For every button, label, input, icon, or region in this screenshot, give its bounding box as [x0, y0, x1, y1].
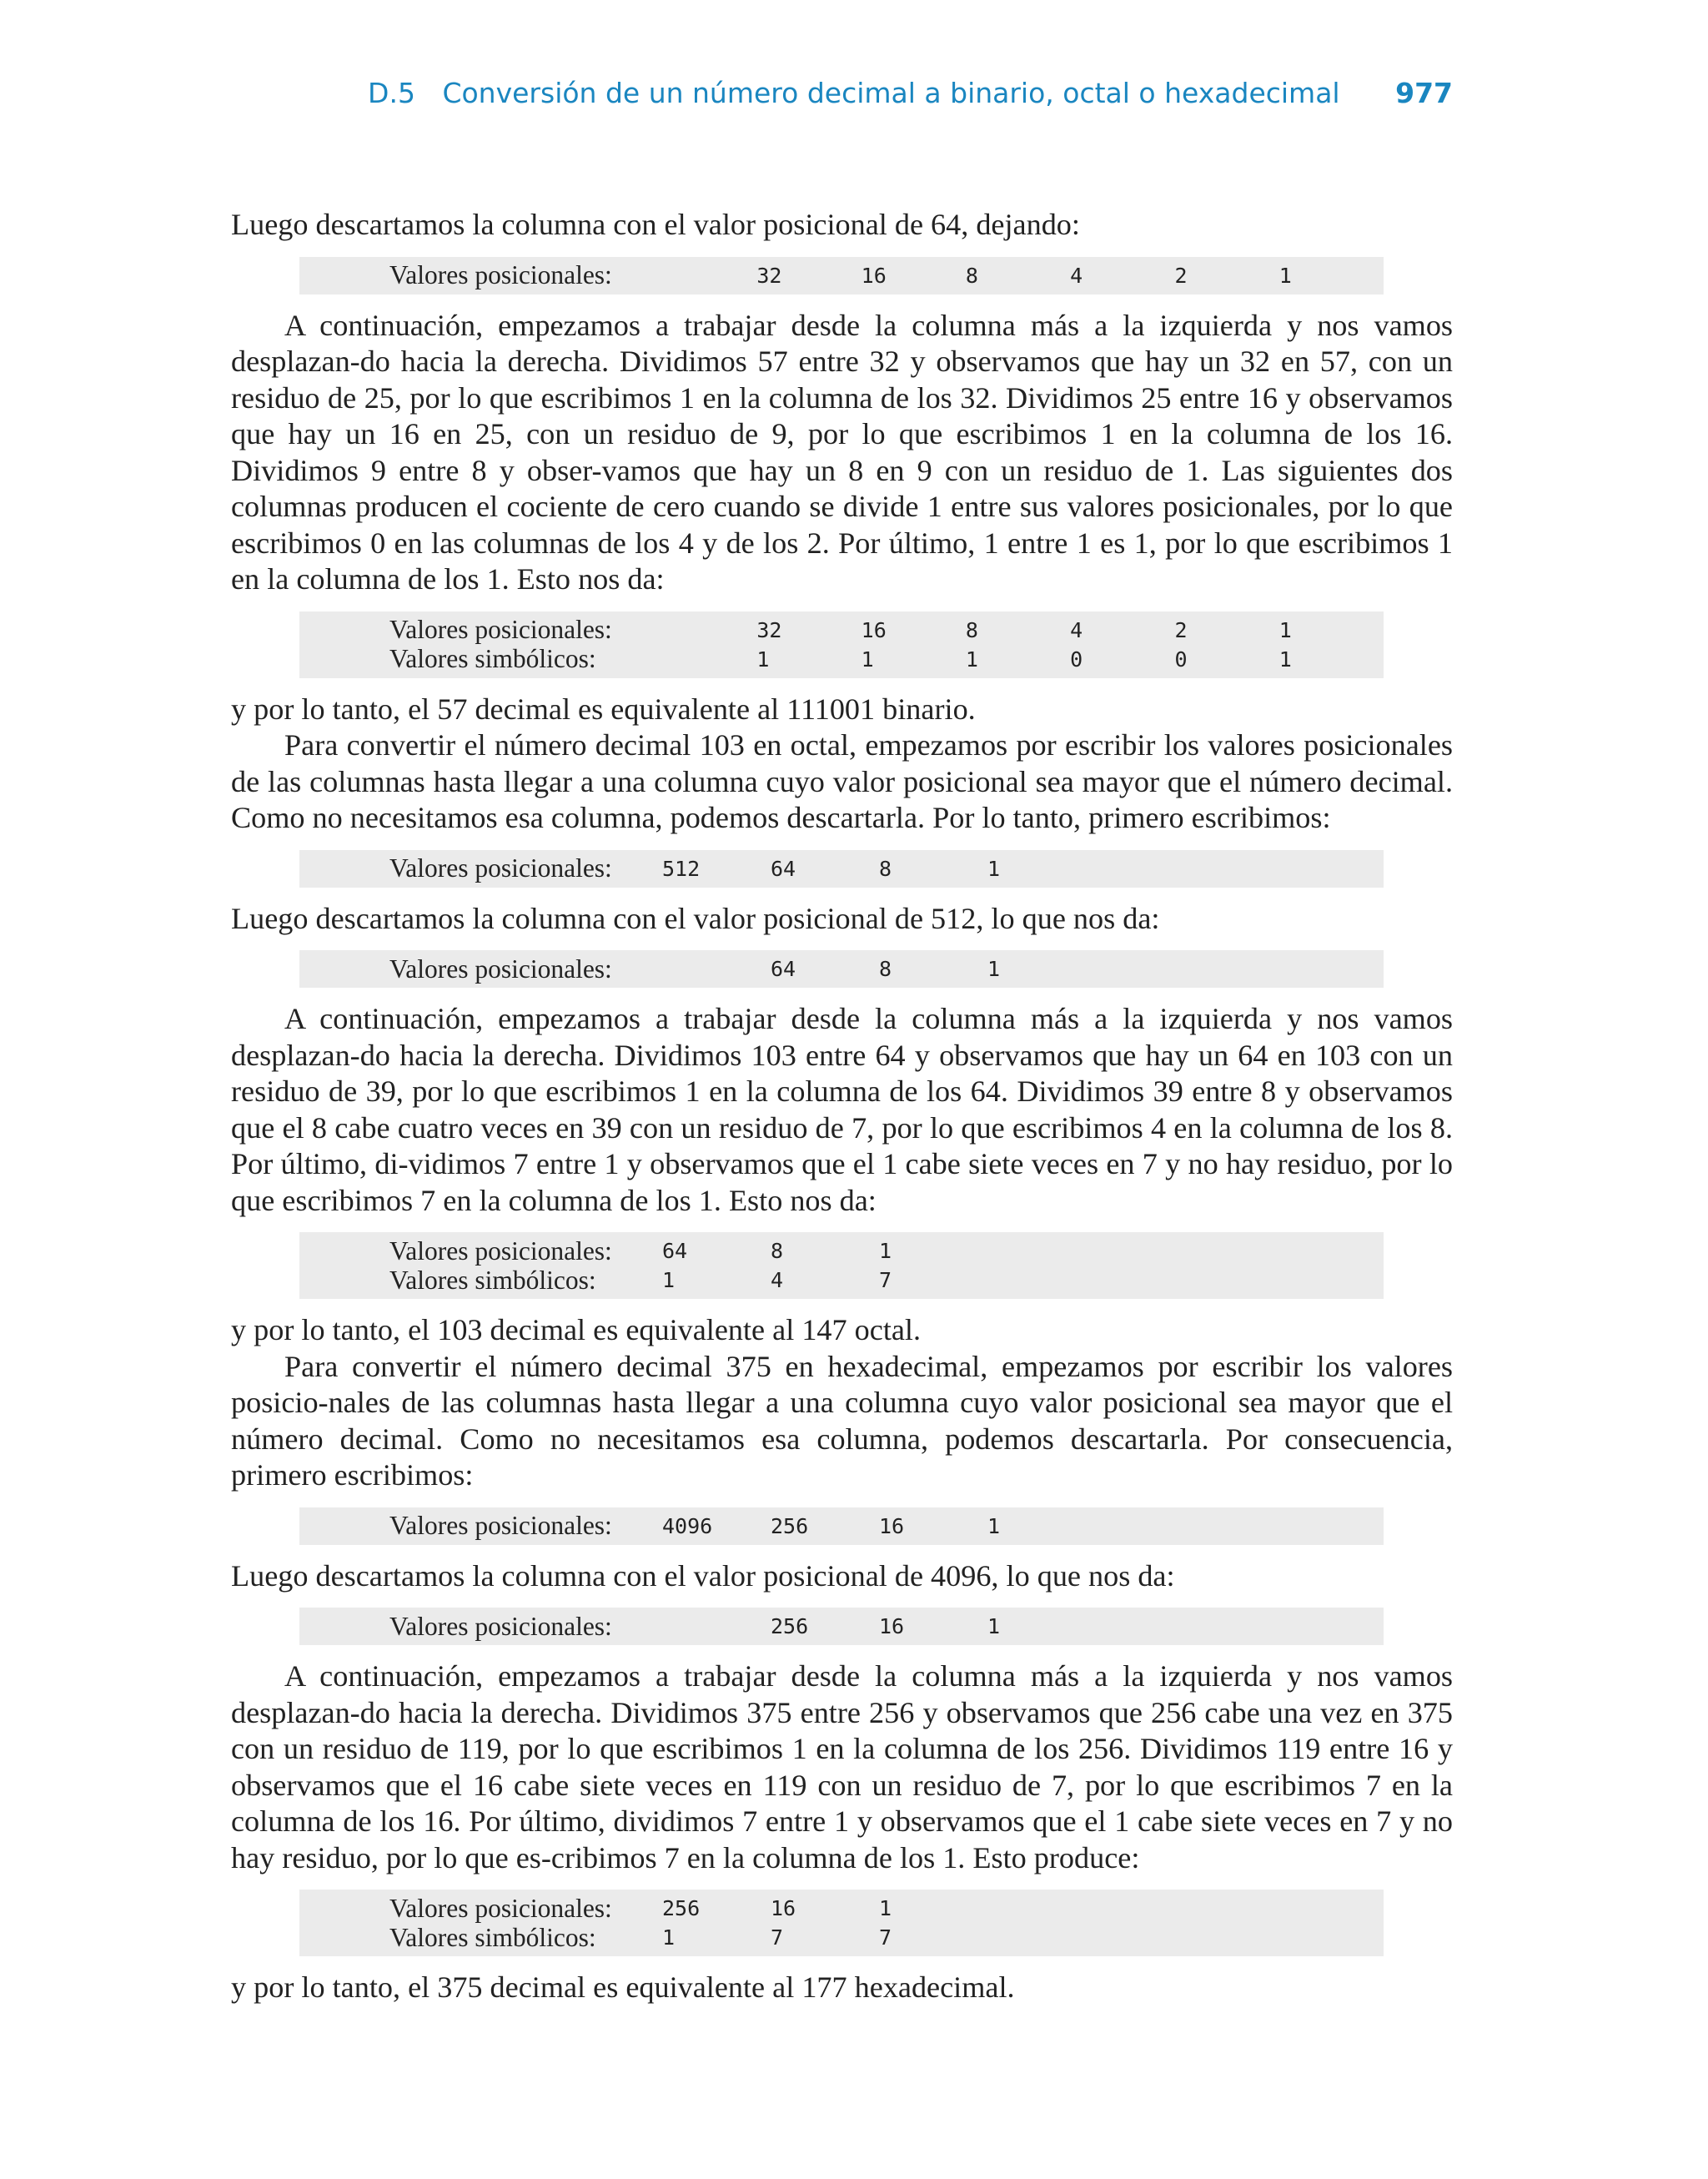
- paragraph: y por lo tanto, el 103 decimal es equivalente al 147 octal.: [231, 1313, 922, 1346]
- paragraph: Para convertir el número decimal 103 en octal, empezamos por escribir los valores posicionales de las columnas hasta llegar a una columna cuyo valor posicional sea mayor que el número decimal. Como no necesitamos esa columna, podemos descartarla. Por lo tanto, primero escribimos:: [231, 728, 1453, 834]
- table-cell: 0: [1174, 647, 1188, 672]
- positional-values-table: [299, 1232, 1384, 1299]
- table-cell: 8: [965, 263, 978, 288]
- table-row: [299, 854, 1384, 883]
- row-label: Valores simbólicos:: [389, 1265, 596, 1295]
- positional-values-table: [299, 950, 1384, 988]
- table-row: [299, 1236, 1384, 1266]
- table-cell: 64: [662, 1239, 688, 1263]
- table-row: [299, 954, 1384, 984]
- table-cell: 1: [965, 647, 978, 672]
- table-cell: 1: [879, 1239, 892, 1263]
- positional-values-table: [299, 850, 1384, 888]
- table-cell: 4: [1070, 263, 1083, 288]
- paragraph: Luego descartamos la columna con el valor posicional de 4096, lo que nos da:: [231, 1558, 1175, 1593]
- paragraph: y por lo tanto, el 375 decimal es equivalente al 177 hexadecimal.: [231, 1970, 1015, 2004]
- table-cell: 16: [861, 617, 887, 642]
- row-label: Valores posicionales:: [389, 954, 612, 984]
- paragraph: Luego descartamos la columna con el valor posicional de 512, lo que nos da:: [231, 901, 1160, 935]
- table-cell: 4096: [662, 1513, 713, 1538]
- paragraph: A continuación, empezamos a trabajar desde la columna más a la izquierda y nos vamos desplazan-do hacia la derecha. Dividimos 57 entre 32 y observamos que hay un 32 en 57, con un residuo de 25, por lo que escribimos 1 en la columna de los 32. Dividimos 25 entre 16 y observamos que hay un 16 en 25, con un residuo de 9, por lo que escribimos 1 en la columna de los 16. Dividimos 9 entre 8 y obser-vamos que hay un 8 en 9 con un residuo de 1. Las siguientes dos columnas producen el cociente de cero cuando se divide 1 entre sus valores posicionales, por lo que escribimos 0 en las columnas de los 4 y de los 2. Por último, 1 entre 1 es 1, por lo que escribimos 1 en la columna de los 1. Esto nos da:: [231, 308, 1453, 596]
- table-cell: 1: [987, 957, 1001, 981]
- table-cell: 1: [662, 1925, 676, 1950]
- paragraph: A continuación, empezamos a trabajar desde la columna más a la izquierda y nos vamos desplazan-do hacia la derecha. Dividimos 103 entre 64 y observamos que hay un 64 en 103 con un residuo de 39, por lo que escribimos 1 en la columna de los 64. Dividimos 39 entre 8 y observamos que el 8 cabe cuatro veces en 39 con un residuo de 7, por lo que escribimos 4 en la columna de los 8. Por último, di-vidimos 7 entre 1 y observamos que el 1 cabe siete veces en 7 y no hay residuo, por lo que escribimos 7 en la columna de los 1. Esto nos da:: [231, 1002, 1453, 1217]
- row-label: Valores posicionales:: [389, 260, 612, 289]
- table-cell: 1: [879, 1896, 892, 1920]
- paragraph: Luego descartamos la columna con el valor posicional de 64, dejando:: [231, 208, 1080, 241]
- table-cell: 16: [771, 1896, 796, 1920]
- row-label: Valores posicionales:: [389, 1893, 612, 1923]
- table-cell: 8: [879, 856, 892, 881]
- table-cell: 1: [987, 1614, 1001, 1638]
- table-cell: 16: [879, 1614, 905, 1638]
- table-row: [299, 261, 1384, 290]
- table-cell: 1: [1278, 617, 1292, 642]
- paragraph: Para convertir el número decimal 375 en hexadecimal, empezamos por escribir los valores posicio-nales de las columnas hasta llegar a una columna cuyo valor posicional sea mayor que el número decimal. Como no necesitamos esa columna, podemos descartarla. Por consecuencia, primero escribimos:: [231, 1349, 1453, 1492]
- table-row: [299, 1923, 1384, 1952]
- section-title: Conversión de un número decimal a binario, octal o hexadecimal: [442, 77, 1340, 109]
- paragraph: y por lo tanto, el 57 decimal es equivalente al 111001 binario.: [231, 692, 976, 726]
- positional-values-table: [299, 611, 1384, 678]
- table-cell: 2: [1174, 263, 1188, 288]
- table-cell: 64: [771, 856, 796, 881]
- table-cell: 1: [756, 647, 770, 672]
- table-cell: 1: [1278, 263, 1292, 288]
- table-cell: 512: [662, 856, 701, 881]
- table-cell: 256: [771, 1614, 809, 1638]
- table-cell: 32: [756, 617, 782, 642]
- table-cell: 4: [1070, 617, 1083, 642]
- table-cell: 8: [771, 1239, 784, 1263]
- table-cell: 7: [879, 1268, 892, 1292]
- row-label: Valores posicionales:: [389, 853, 612, 883]
- row-label: Valores simbólicos:: [389, 644, 596, 673]
- page-number: 977: [1395, 77, 1453, 109]
- table-row: [299, 1512, 1384, 1541]
- table-cell: 1: [662, 1268, 676, 1292]
- row-label: Valores posicionales:: [389, 1511, 612, 1540]
- table-cell: 4: [771, 1268, 784, 1292]
- table-row: [299, 616, 1384, 645]
- table-cell: 7: [771, 1925, 784, 1950]
- running-header: [0, 77, 1453, 109]
- table-row: [299, 1266, 1384, 1295]
- table-row: [299, 1612, 1384, 1641]
- table-cell: 1: [1278, 647, 1292, 672]
- table-cell: 32: [756, 263, 782, 288]
- table-cell: 1: [987, 1513, 1001, 1538]
- row-label: Valores posicionales:: [389, 1611, 612, 1641]
- positional-values-table: [299, 257, 1384, 294]
- table-cell: 2: [1174, 617, 1188, 642]
- table-cell: 8: [965, 617, 978, 642]
- table-cell: 64: [771, 957, 796, 981]
- paragraph: A continuación, empezamos a trabajar desde la columna más a la izquierda y nos vamos desplazan-do hacia la derecha. Dividimos 375 entre 256 y observamos que 256 cabe una vez en 375 con un residuo de 119, por lo que escribimos 1 en la columna de los 256. Dividimos 119 entre 16 y observamos que el 16 cabe siete veces en 119 con un residuo de 7, por lo que escribimos 7 en la columna de los 16. Por último, dividimos 7 entre 1 y observamos que el 1 cabe siete veces en 7 y no hay residuo, por lo que es-cribimos 7 en la columna de los 1. Esto produce:: [231, 1659, 1453, 1875]
- table-cell: 1: [861, 647, 874, 672]
- row-label: Valores posicionales:: [389, 615, 612, 644]
- row-label: Valores posicionales:: [389, 1235, 612, 1266]
- table-cell: 256: [662, 1896, 701, 1920]
- table-cell: 16: [879, 1513, 905, 1538]
- table-row: [299, 1894, 1384, 1923]
- table-cell: 8: [879, 957, 892, 981]
- table-cell: 7: [879, 1925, 892, 1950]
- row-label: Valores simbólicos:: [389, 1922, 596, 1952]
- table-cell: 16: [861, 263, 887, 288]
- positional-values-table: [299, 1507, 1384, 1545]
- positional-values-table: [299, 1608, 1384, 1645]
- positional-values-table: [299, 1890, 1384, 1956]
- section-number: D.5: [368, 77, 415, 109]
- page-body: [231, 207, 1453, 2006]
- table-cell: 0: [1070, 647, 1083, 672]
- table-cell: 256: [771, 1513, 809, 1538]
- table-row: [299, 645, 1384, 674]
- table-cell: 1: [987, 856, 1001, 881]
